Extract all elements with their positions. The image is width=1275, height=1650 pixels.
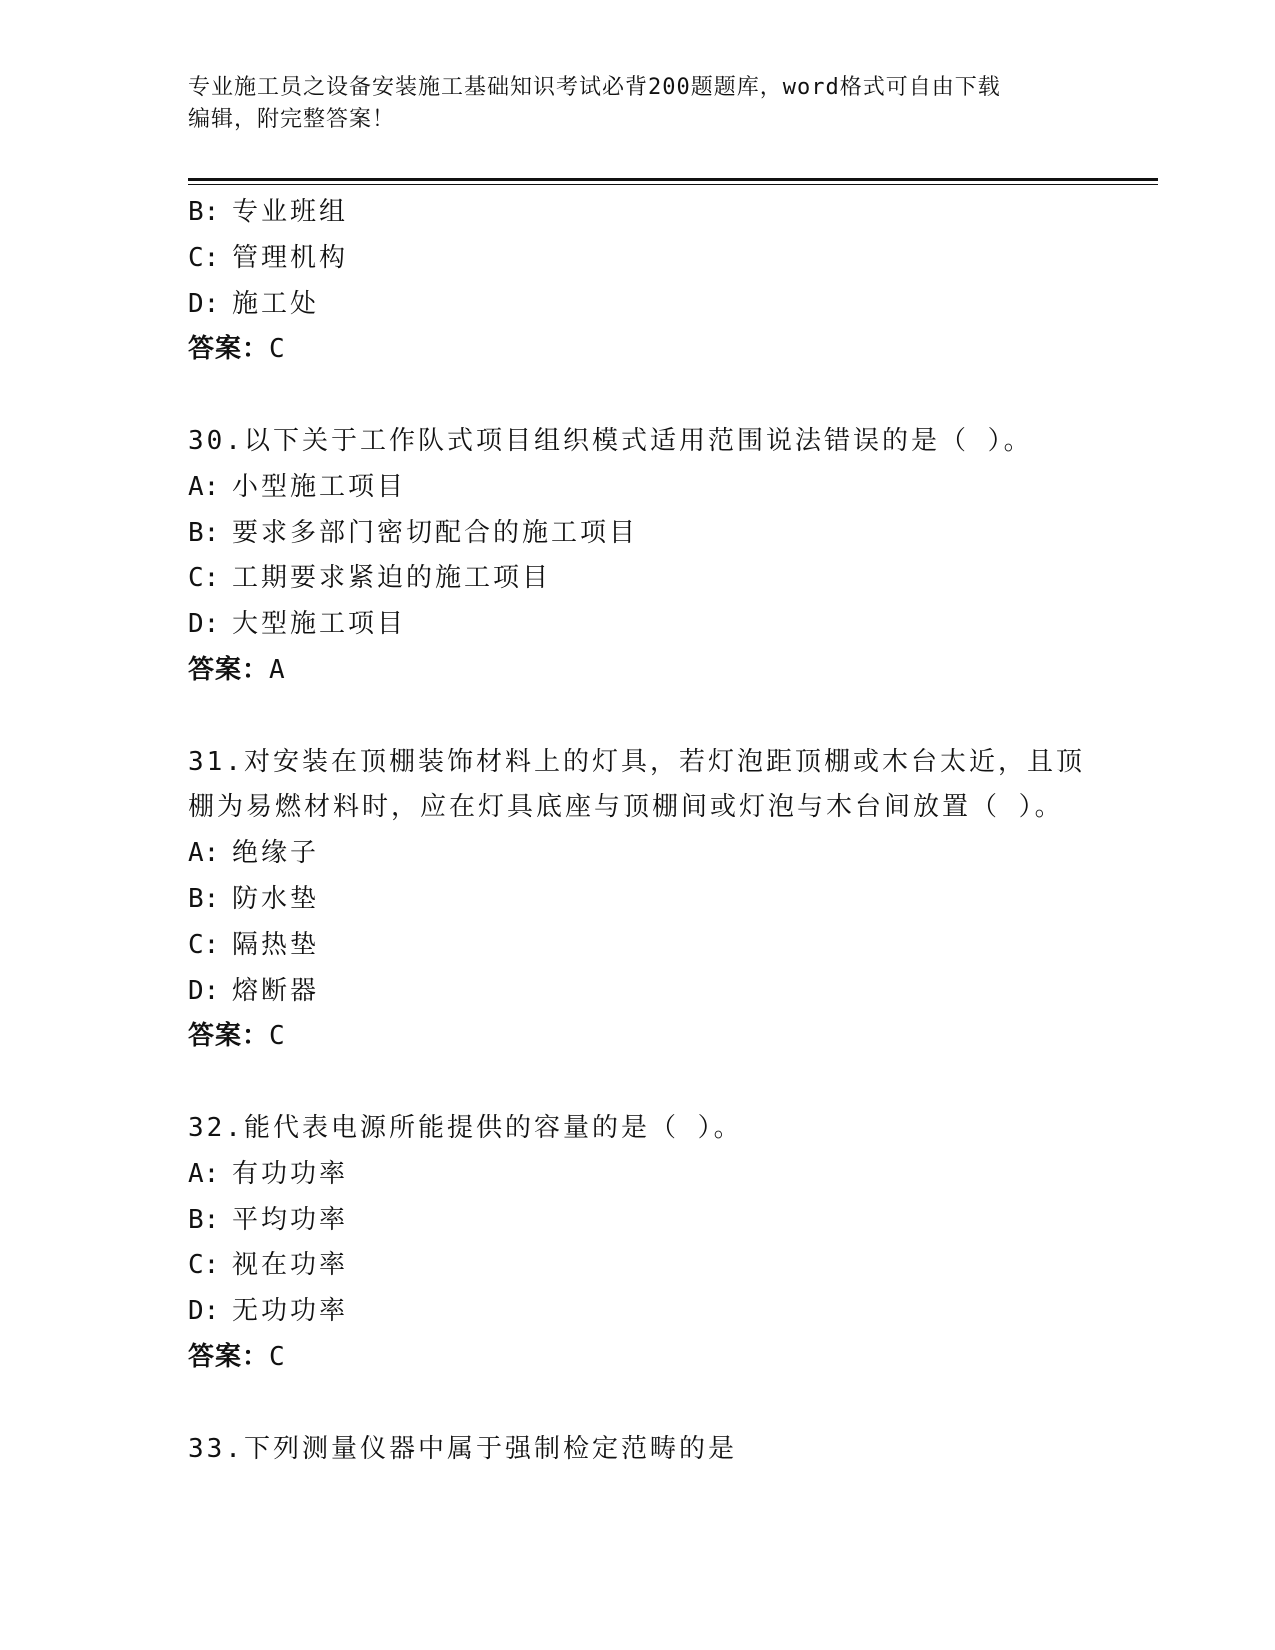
header-rule-thick bbox=[188, 178, 1158, 181]
option-d: D: 大型施工项目 bbox=[188, 609, 407, 640]
option-b: B: 专业班组 bbox=[188, 197, 349, 227]
option-b: B: 防水垫 bbox=[188, 883, 320, 914]
option-c: C: 工期要求紧迫的施工项目 bbox=[188, 563, 552, 594]
question-block-29 bbox=[188, 190, 1088, 373]
question-block-32 bbox=[188, 1106, 1088, 1381]
answer-line: 答案：A bbox=[188, 654, 286, 685]
spacer bbox=[188, 1060, 1088, 1106]
option-c: C: 管理机构 bbox=[188, 242, 349, 273]
option-b: B: 平均功率 bbox=[188, 1204, 349, 1235]
option-a: A: 有功功率 bbox=[188, 1158, 349, 1189]
option-d: D: 施工处 bbox=[188, 288, 320, 319]
answer-line: 答案：C bbox=[188, 1021, 286, 1052]
question-list bbox=[188, 190, 1088, 1472]
header-rule-thin bbox=[188, 184, 1158, 185]
option-d: D: 无功功率 bbox=[188, 1296, 349, 1327]
answer-line: 答案：C bbox=[188, 334, 286, 365]
option-c: C: 视在功率 bbox=[188, 1250, 349, 1281]
option-d: D: 熔断器 bbox=[188, 975, 320, 1006]
question-text-line-1: 31.对安装在顶棚装饰材料上的灯具，若灯泡距顶棚或木台太近，且顶 bbox=[188, 746, 1085, 777]
spacer bbox=[188, 1381, 1088, 1427]
question-text: 33.下列测量仪器中属于强制检定范畴的是 bbox=[188, 1433, 737, 1464]
question-text-line-2: 棚为易燃材料时，应在灯具底座与顶棚间或灯泡与木台间放置（ ）。 bbox=[188, 792, 1064, 823]
option-a: A: 绝缘子 bbox=[188, 838, 320, 869]
document-header bbox=[188, 72, 1088, 136]
option-c: C: 隔热垫 bbox=[188, 929, 320, 960]
answer-line: 答案：C bbox=[188, 1341, 286, 1372]
question-text: 30.以下关于工作队式项目组织模式适用范围说法错误的是（ ）。 bbox=[188, 425, 1033, 456]
question-block-33 bbox=[188, 1427, 1088, 1473]
spacer bbox=[188, 694, 1088, 740]
option-b: B: 要求多部门密切配合的施工项目 bbox=[188, 517, 639, 548]
question-block-31 bbox=[188, 740, 1088, 1061]
spacer bbox=[188, 373, 1088, 419]
option-a: A: 小型施工项目 bbox=[188, 471, 407, 502]
header-line-2: 编辑，附完整答案！ bbox=[188, 107, 396, 132]
question-text: 32.能代表电源所能提供的容量的是（ ）。 bbox=[188, 1112, 743, 1143]
question-block-30 bbox=[188, 419, 1088, 694]
header-line-1: 专业施工员之设备安装施工基础知识考试必背200题题库，word格式可自由下载 bbox=[188, 75, 1001, 100]
